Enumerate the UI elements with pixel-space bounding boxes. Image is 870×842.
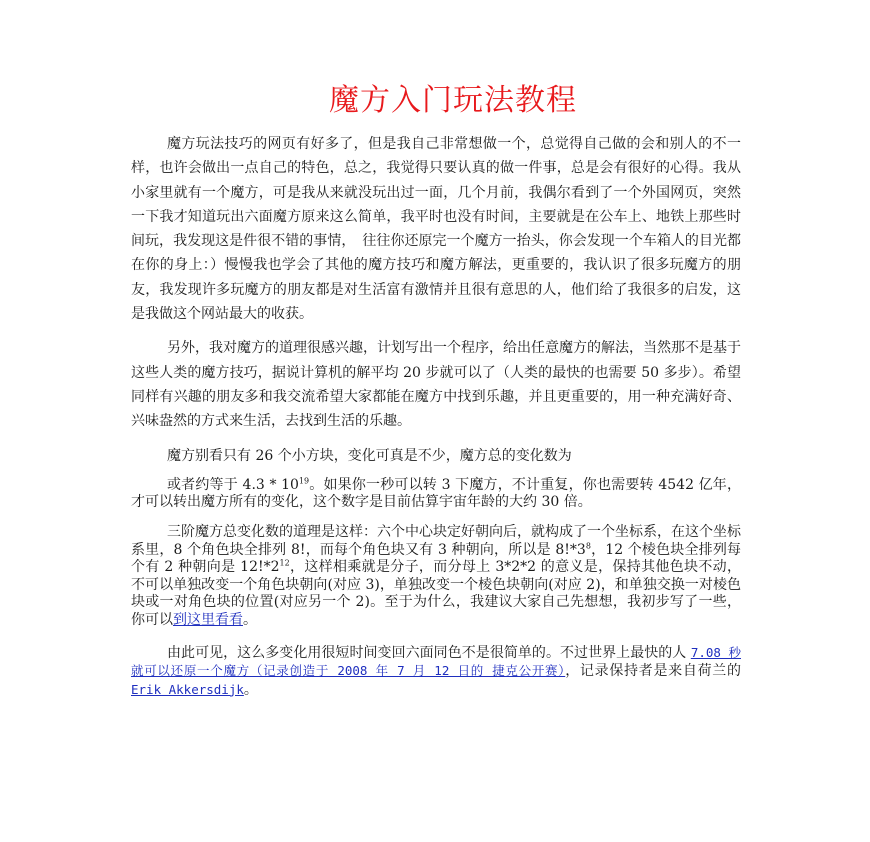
- math-text-3: ，这样相乘就是分子，而分母上 3*2*2 的意义是，保持其他色块不动，不可以单独改变一个角色块朝向(对应 3)，单独改变一个棱色块朝向(对应 2)，和单独交换一对棱色块或一对角色块的位置(对应另一个 2)。至于为什么，我建议大家自己先想想，我初步写了一些，你可以: [131, 559, 741, 629]
- paragraph-variations: 魔方别看只有 26 个小方块，变化可真是不少，魔方总的变化数为: [167, 447, 572, 464]
- record-text-3: 。: [243, 681, 258, 698]
- paragraph-record: [131, 644, 741, 700]
- estimate-text-tail: 。如果你一秒可以转 3 下魔方，不计重复，你也需要转 4542 亿年，才可以转出魔方所有的变化，这个数字是目前估算宇宙年龄的大约 30 倍。: [131, 476, 741, 511]
- record-holder-link[interactable]: Erik Akkersdijk: [131, 681, 244, 697]
- see-here-link[interactable]: 到这里看看: [173, 612, 243, 629]
- page-title: 魔方入门玩法教程: [329, 83, 577, 118]
- paragraph-estimate: [131, 477, 741, 512]
- paragraph-intro: 魔方玩法技巧的网页有好多了，但是我自己非常想做一个，总觉得自己做的会和别人的不一样，也许会做出一点自己的特色，总之，我觉得只要认真的做一件事，总是会有很好的心得。我从小家里就有一个魔方，可是我从来就没玩出过一面，几个月前，我偶尔看到了一个外国网页，突然一下我才知道玩出六面魔方原来这么简单，我平时也没有时间，主要就是在公车上、地铁上那些时间玩，我发现这是件很不错的事情， 往往你还原完一个魔方一抬头，你会发现一个车箱人的目光都在你的身上：）慢慢我也学会了其他的魔方技巧和魔方解法，更重要的，我认识了很多玩魔方的朋友，我发现许多玩魔方的朋友都是对生活富有激情并且很有意思的人，他们给了我很多的启发，这是我做这个网站最大的收获。: [131, 136, 741, 323]
- math-text-2: ，12 个棱色块全排列每个有 2 种朝向是 12!*2: [131, 541, 741, 576]
- math-text-4: 。: [243, 612, 257, 629]
- record-text-2: ，记录保持者是来自荷兰的: [565, 663, 741, 680]
- math-exponent-1: 8: [585, 540, 591, 550]
- paragraph-math: [131, 524, 741, 630]
- estimate-exponent: 19: [298, 476, 310, 486]
- estimate-text: 或者约等于 4.3 * 10: [167, 476, 299, 493]
- record-link[interactable]: 7.08 秒就可以还原一个魔方（记录创造于 2008 年 7 月 12 日的 捷克公开赛）: [131, 644, 741, 679]
- math-text-1: 三阶魔方总变化数的道理是这样：六个中心块定好朝向后，就构成了一个坐标系，在这个坐标系里，8 个角色块全排列 8!，而每个角色块又有 3 种朝向，所以是 8!*3: [131, 524, 741, 558]
- paragraph-solver: 另外，我对魔方的道理很感兴趣，计划写出一个程序，给出任意魔方的解法，当然那不是基于这些人类的魔方技巧，据说计算机的解平均 20 步就可以了（人类的最快的也需要 50 多步）。希望同样有兴趣的朋友多和我交流希望大家都能在魔方中找到乐趣，并且更重要的，用一种充满好奇、兴味盎然的方式来生活，去找到生活的乐趣。: [131, 340, 741, 430]
- article-body: [131, 132, 741, 699]
- math-exponent-2: 12: [279, 558, 290, 568]
- record-text-1: 由此可见，这么多变化用很短时间变回六面同色不是很简单的。不过世界上最快的人: [167, 644, 691, 661]
